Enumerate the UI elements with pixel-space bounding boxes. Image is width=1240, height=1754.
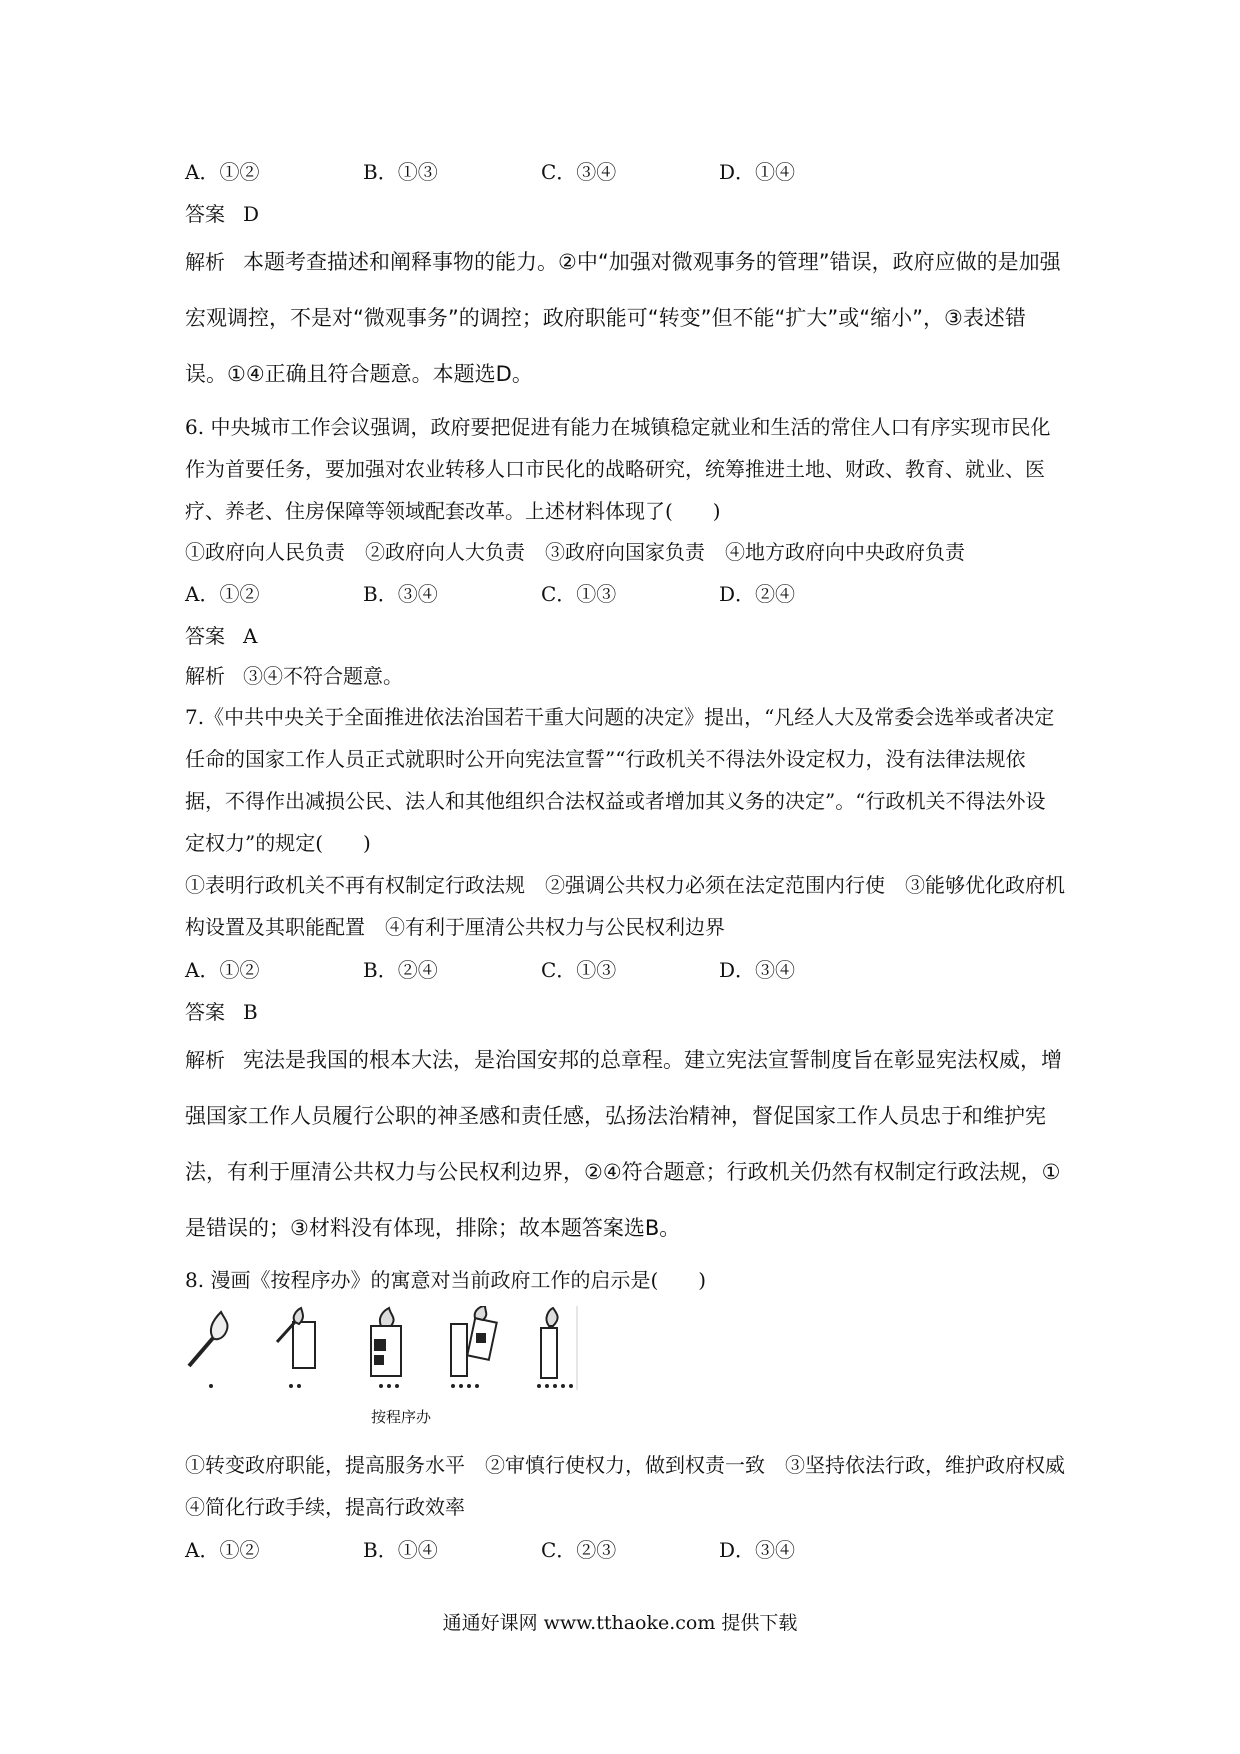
page-footer: 通通好课网 www.tthaoke.com 提供下载 xyxy=(442,1612,798,1634)
q8-stem: 8. 漫画《按程序办》的寓意对当前政府工作的启示是( ) xyxy=(185,1268,707,1292)
comic-an-chengxu-ban xyxy=(185,1306,1065,1436)
q5-answer xyxy=(185,194,1065,234)
q7-answer xyxy=(185,992,1065,1032)
comic-illustration xyxy=(185,1306,645,1406)
comic-panel-1 xyxy=(189,1312,228,1388)
q5-option-b: B．①③ xyxy=(363,160,438,184)
q8-statements: ①转变政府职能，提高服务水平 ②审慎行使权力，做到权责一致 ③坚持依法行政，维护政府权威 ④简化行政手续，提高行政效率 xyxy=(185,1453,1085,1519)
q7-answer-value: B xyxy=(243,1000,258,1024)
q7-analysis xyxy=(185,1032,1065,1256)
q7-statements: ①表明行政机关不再有权制定行政法规 ②强调公共权力必须在法定范围内行使 ③能够优化政府机构设置及其职能配置 ④有利于厘清公共权力与公民权利边界 xyxy=(185,873,1065,939)
q5-option-c: C．③④ xyxy=(541,160,617,184)
q5-analysis-text: 本题考查描述和阐释事物的能力。②中“加强对微观事务的管理”错误，政府应做的是加强宏观调控，不是对“微观事务”的调控；政府职能可“转变”但不能“扩大”或“缩小”，③表述错误。①④正确且符合题意。本题选D。 xyxy=(185,250,1061,386)
document-body xyxy=(185,150,1085,1572)
q7-options xyxy=(185,948,1065,992)
comic-panel-5 xyxy=(537,1306,577,1390)
q5-options xyxy=(185,150,1065,194)
q5-analysis-label: 解析 xyxy=(185,250,225,274)
q7-option-d: D．③④ xyxy=(719,958,796,982)
q6-option-c: C．①③ xyxy=(541,582,617,606)
q6-stem: 6. 中央城市工作会议强调，政府要把促进有能力在城镇稳定就业和生活的常住人口有序实现市民化作为首要任务，要加强对农业转移人口市民化的战略研究，统筹推进土地、财政、教育、就业、医疗、养老、住房保障等领域配套改革。上述材料体现了( ) xyxy=(185,415,1051,523)
q5-answer-label: 答案 xyxy=(185,202,225,226)
q6-answer-label: 答案 xyxy=(185,624,225,648)
q5-option-a: A．①② xyxy=(185,160,260,184)
q6-answer-value: A xyxy=(243,624,258,648)
q6-option-b: B．③④ xyxy=(363,582,438,606)
q7-stem: 7.《中共中央关于全面推进依法治国若干重大问题的决定》提出，“凡经人大及常委会选举或者决定任命的国家工作人员正式就职时公开向宪法宣誓”“行政机关不得法外设定权力，没有法律法规依据，不得作出减损公民、法人和其他组织合法权益或者增加其义务的决定”。“行政机关不得法外设定权力”的规定( ) xyxy=(185,705,1055,855)
q7-analysis-label: 解析 xyxy=(185,1048,225,1072)
q6-options xyxy=(185,572,1065,616)
q6-analysis xyxy=(185,656,1065,696)
q6-option-a: A．①② xyxy=(185,582,260,606)
q7-analysis-text: 宪法是我国的根本大法，是治国安邦的总章程。建立宪法宣誓制度旨在彰显宪法权威，增强国家工作人员履行公职的神圣感和责任感，弘扬法治精神，督促国家工作人员忠于和维护宪法，有利于厘清公共权力与公民权利边界，②④符合题意；行政机关仍然有权制定行政法规，①是错误的；③材料没有体现，排除；故本题答案选B。 xyxy=(185,1048,1062,1240)
q6-option-d: D．②④ xyxy=(719,582,796,606)
comic-panel-4 xyxy=(451,1306,497,1388)
q5-option-d: D．①④ xyxy=(719,160,796,184)
q8-options xyxy=(185,1528,1065,1572)
q7-option-a: A．①② xyxy=(185,958,260,982)
q7-option-c: C．①③ xyxy=(541,958,617,982)
q6-statements: ①政府向人民负责 ②政府向人大负责 ③政府向国家负责 ④地方政府向中央政府负责 xyxy=(185,540,965,564)
q6-analysis-label: 解析 xyxy=(185,664,225,688)
q8-option-b: B．①④ xyxy=(363,1538,438,1562)
q8-option-c: C．②③ xyxy=(541,1538,617,1562)
comic-panel-2 xyxy=(277,1308,315,1388)
q8-option-a: A．①② xyxy=(185,1538,260,1562)
q7-option-b: B．②④ xyxy=(363,958,438,982)
q6-analysis-text: ③④不符合题意。 xyxy=(243,664,403,688)
q8-option-d: D．③④ xyxy=(719,1538,796,1562)
comic-panel-3 xyxy=(371,1308,401,1388)
comic-caption: 按程序办 xyxy=(371,1408,432,1426)
q6-answer xyxy=(185,616,1065,656)
q7-answer-label: 答案 xyxy=(185,1000,225,1024)
q5-analysis xyxy=(185,234,1065,402)
q5-answer-value: D xyxy=(243,202,260,226)
